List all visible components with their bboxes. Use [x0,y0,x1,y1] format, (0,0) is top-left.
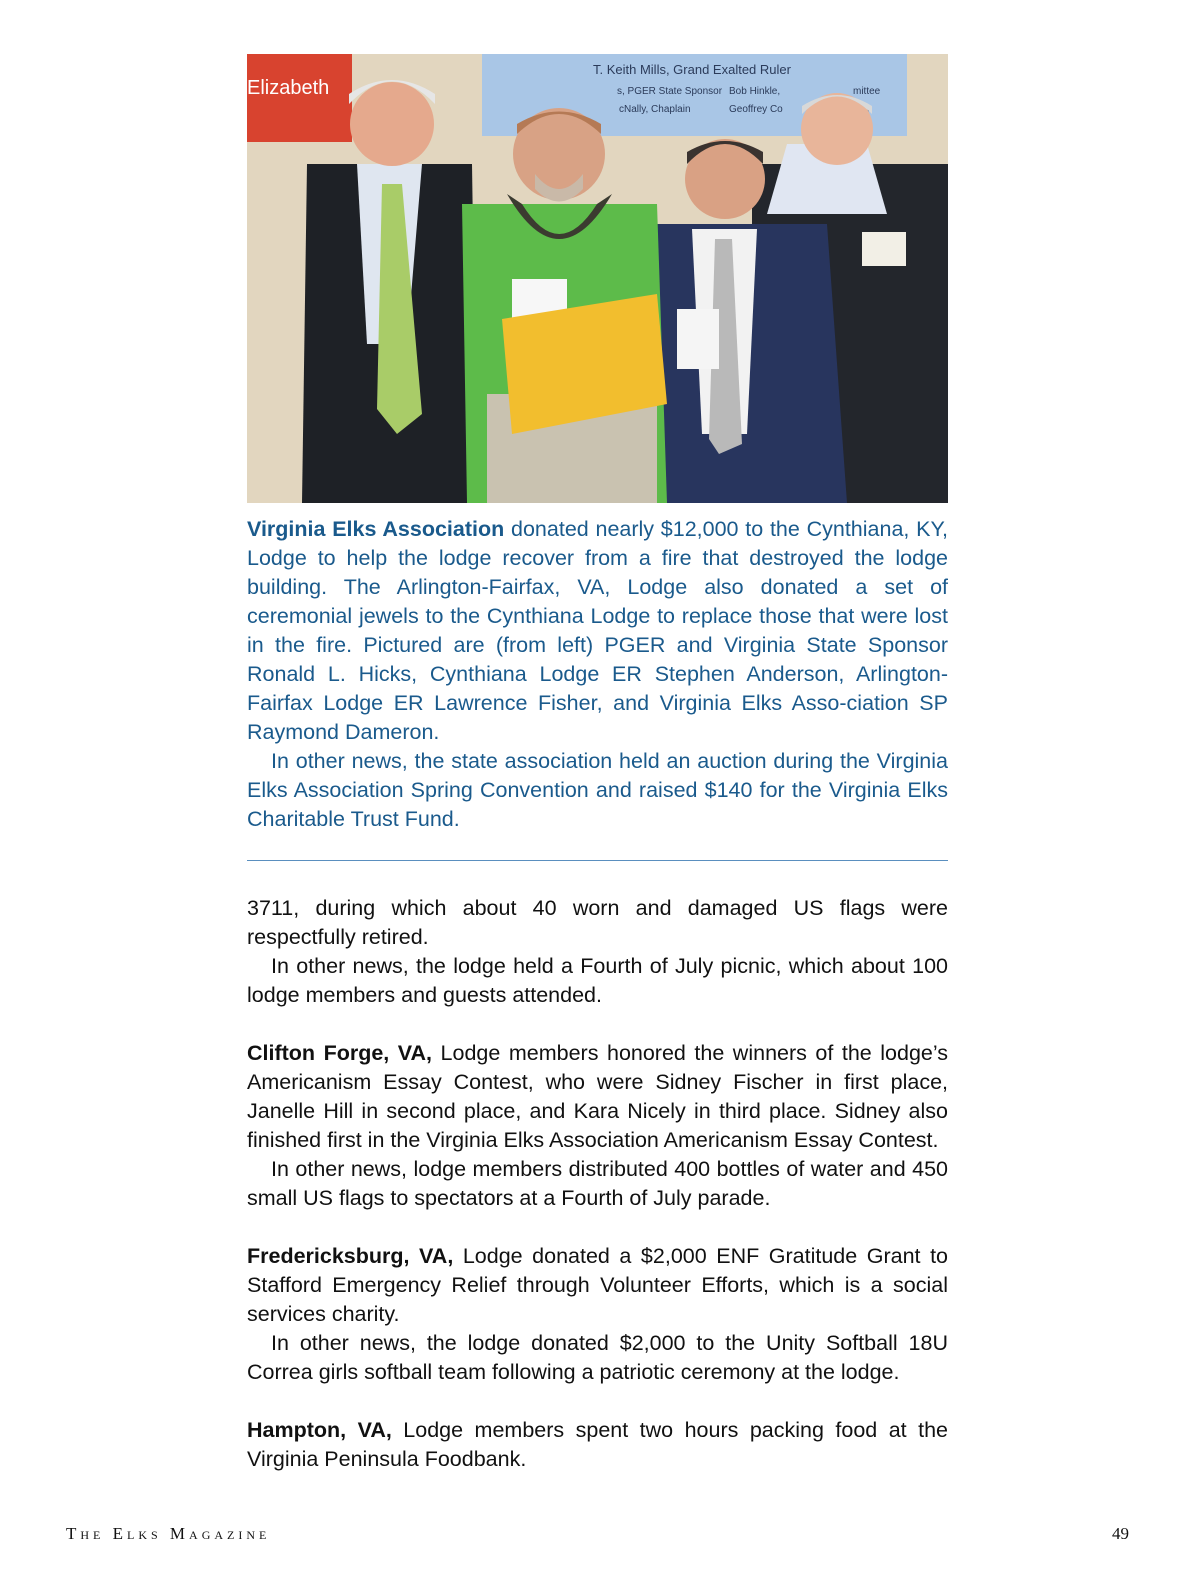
clifton-lead: Clifton Forge, VA, [247,1041,433,1065]
banner-line3b: Geoffrey Co [729,104,783,115]
article-body [247,894,948,1474]
page-number: 49 [1112,1524,1129,1543]
clifton-text: Lodge members honored the winners of the lodge’s Americanism Essay Contest, who were Sidney Fischer in first place, Janelle Hill in second place, and Kara Nicely in third place. Sidney also finished first in the Virginia Elks Association Americanism Essay Contest. [247,1041,948,1152]
photo-caption [247,515,948,834]
fredericksburg-text: Lodge donated a $2,000 ENF Gratitude Grant to Stafford Emergency Relief through Volunteer Efforts, which is a social services charity. [247,1244,948,1326]
banner-line2a: s, PGER State Sponsor [617,86,723,97]
caption-paragraph-2: In other news, the state association held an auction during the Virginia Elks Association Spring Convention and raised $140 for the Virginia Elks Charitable Trust Fund. [247,749,948,831]
fredericksburg-paragraph-2: In other news, the lodge donated $2,000 to the Unity Softball 18U Correa girls softball team following a patriotic ceremony at the lodge. [247,1331,948,1384]
continued-paragraph-2: In other news, the lodge held a Fourth of July picnic, which about 100 lodge members and guests attended. [247,954,948,1007]
caption-paragraph-1 [247,515,948,747]
group-photo [247,54,948,503]
banner-line3a: cNally, Chaplain [619,104,691,115]
hampton-paragraph-1 [247,1416,948,1474]
section-divider [247,860,948,861]
caption-text-1: donated nearly $12,000 to the Cynthiana, KY, Lodge to help the lodge recover from a fire that destroyed the lodge building. The Arlington-Fairfax, VA, Lodge also donated a set of ceremonial jewels to the Cynthiana Lodge to replace those that were lost in the fire. Pictured are (from left) PGER and Virginia State Sponsor Ronald L. Hicks, Cynthiana Lodge ER Stephen Anderson, Arlington-Fairfax Lodge ER Lawrence Fisher, and Virginia Elks Asso-ciation SP Raymond Dameron. [247,517,949,744]
fredericksburg-lead: Fredericksburg, VA, [247,1244,454,1268]
spacer [247,1213,948,1242]
spacer [247,1010,948,1039]
hampton-text: Lodge members spent two hours packing food at the Virginia Peninsula Foodbank. [247,1418,948,1471]
banner-line2b: Bob Hinkle, [729,86,781,97]
hampton-lead: Hampton, VA, [247,1418,392,1442]
spacer [247,1387,948,1416]
banner-line2c: mittee [853,86,881,97]
caption-lead: Virginia Elks Association [247,517,505,541]
banner-line1: T. Keith Mills, Grand Exalted Ruler [593,62,791,77]
fredericksburg-paragraph-1 [247,1242,948,1329]
clifton-paragraph-1 [247,1039,948,1155]
continued-paragraph-1: 3711, during which about 40 worn and damaged US flags were respectfully retired. [247,896,948,949]
clifton-paragraph-2: In other news, lodge members distributed 400 bottles of water and 450 small US flags to spectators at a Fourth of July parade. [247,1157,948,1210]
sign-elizabeth: Elizabeth [247,77,330,99]
magazine-name: The Elks Magazine [66,1524,271,1543]
